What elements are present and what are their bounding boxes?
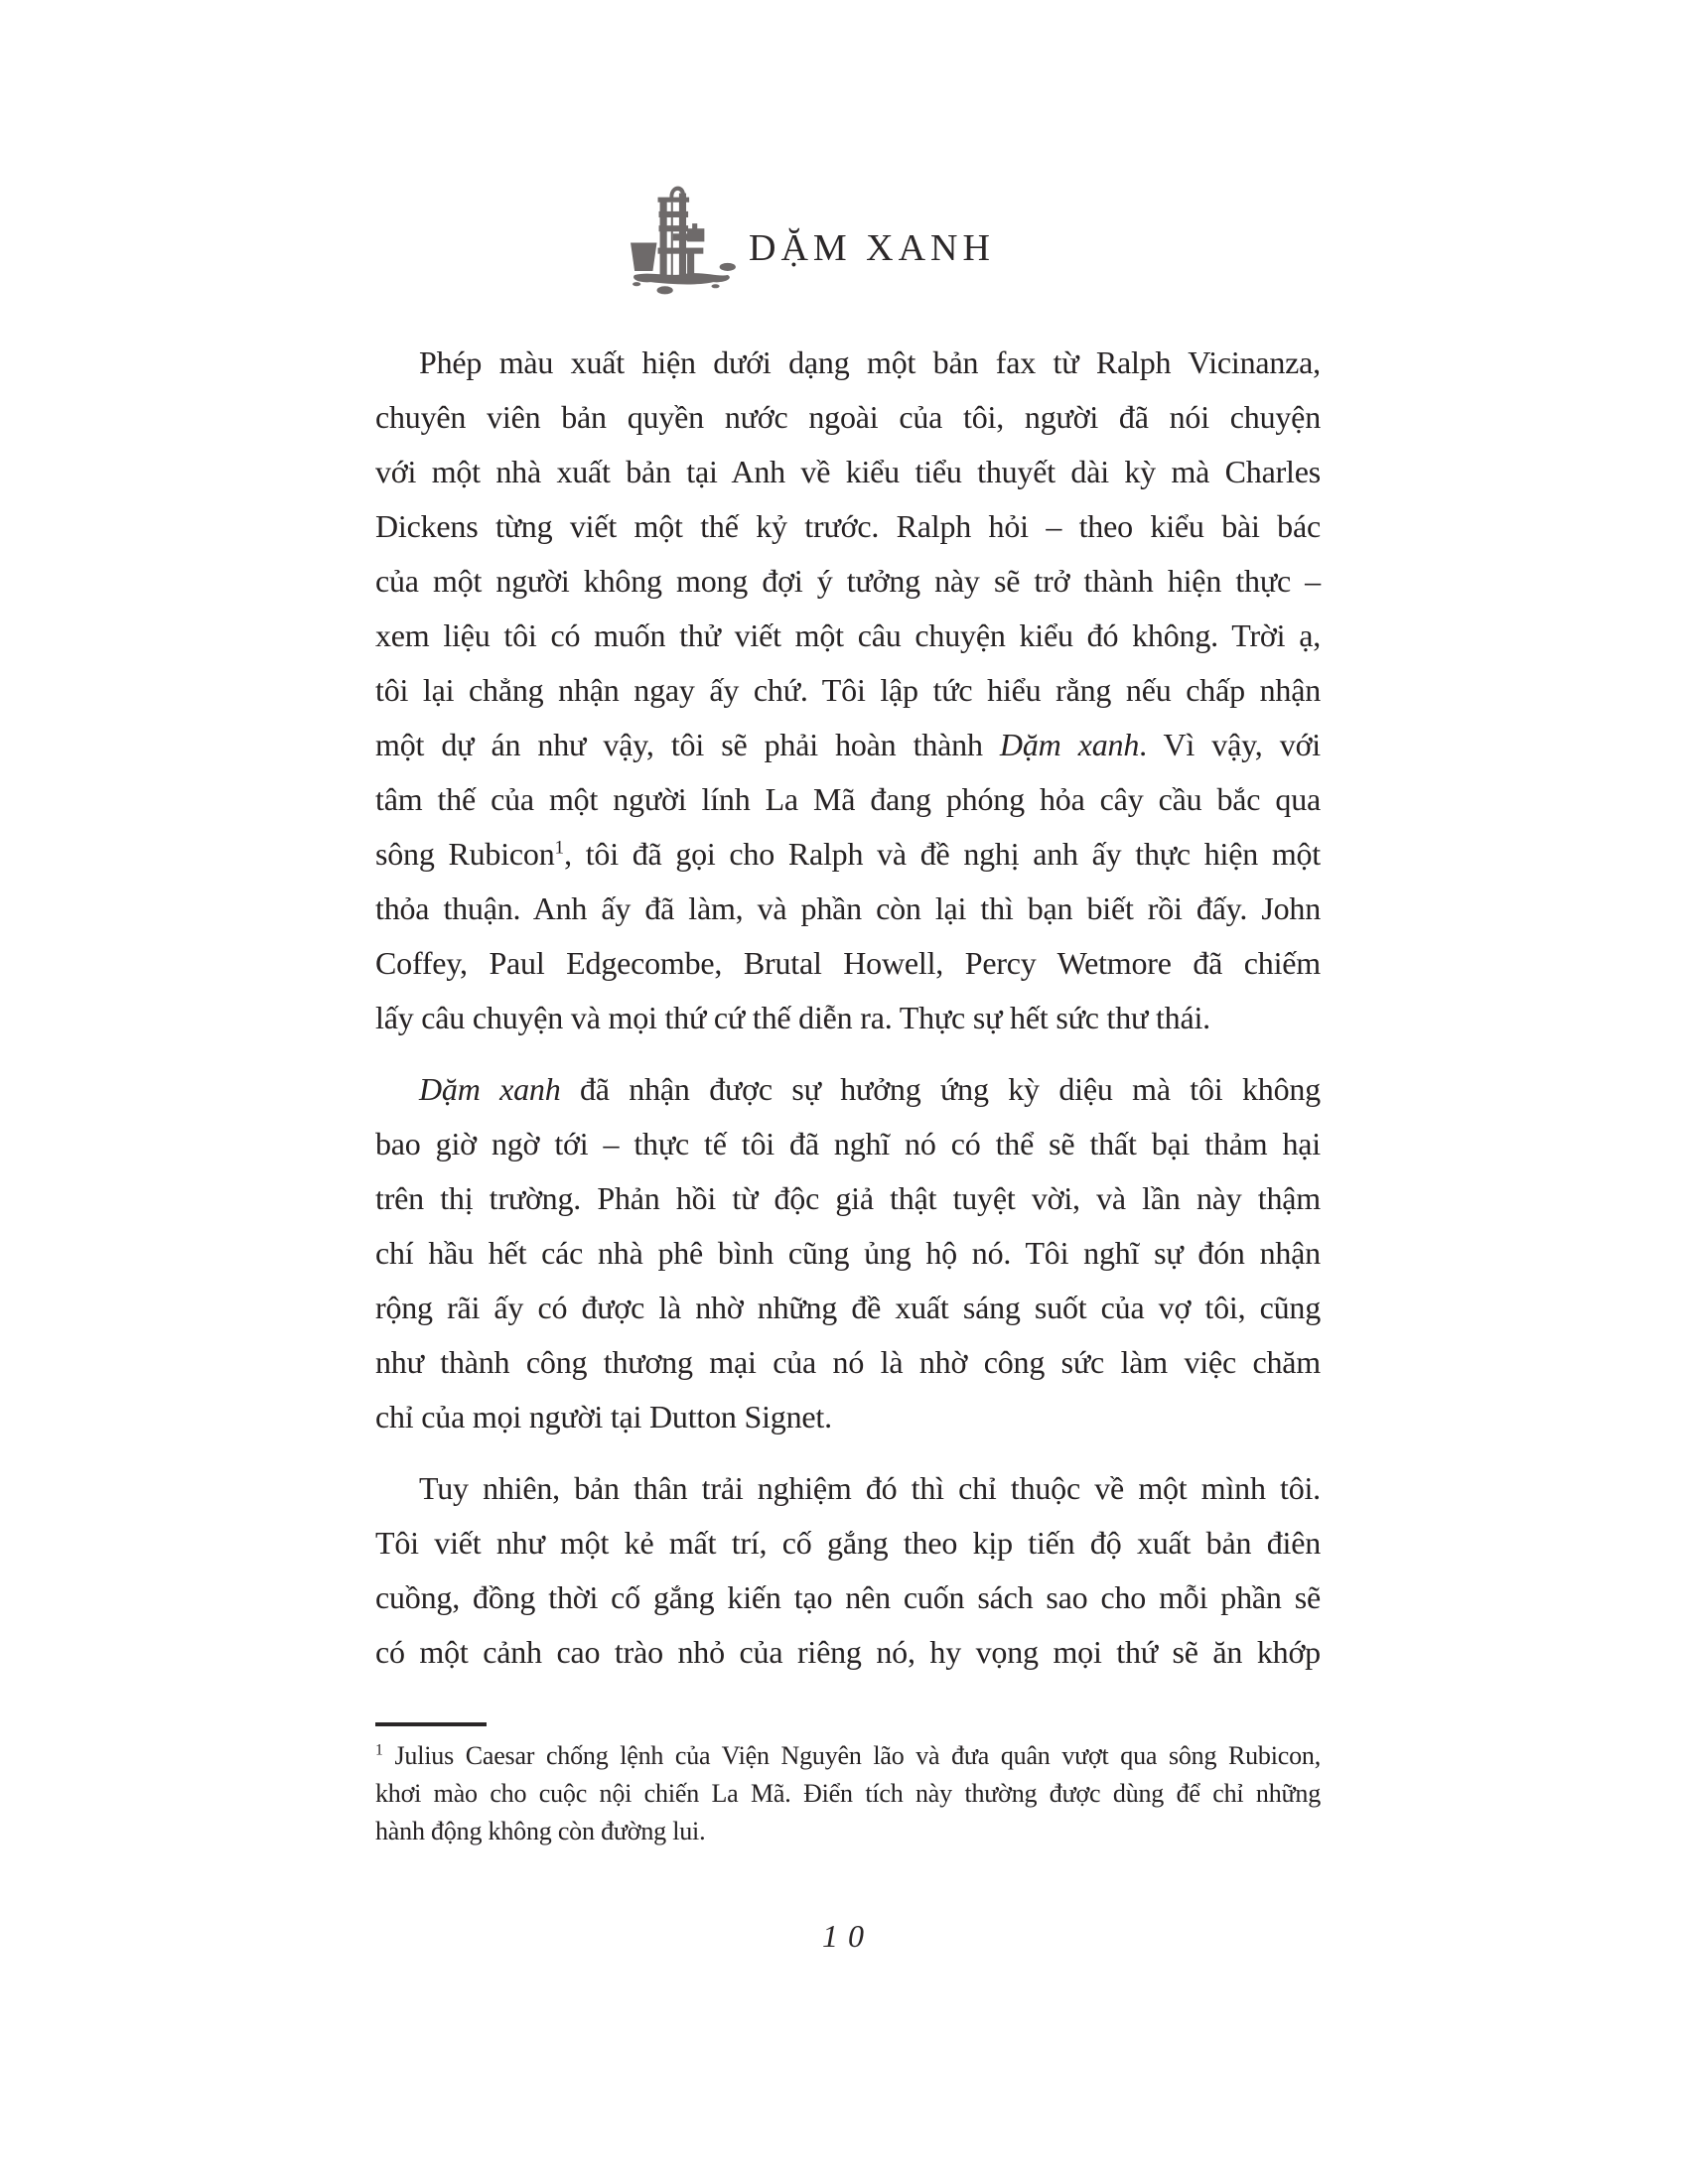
text-line: Dickens từng viết một thế kỷ trước. Ralph hỏi – theo kiểu bài bác [375,508,1321,544]
text-line: chuyên viên bản quyền nước ngoài của tôi, người đã nói chuyện [375,399,1321,435]
text-line: Coffey, Paul Edgecombe, Brutal Howell, Percy Wetmore đã chiếm [375,945,1321,981]
text-line: tâm thế của một người lính La Mã đang phóng hỏa cây cầu bắc qua [375,781,1321,817]
text-line: $^1$ Julius Caesar chống lệnh của Viện Nguyên lão và đưa quân vượt qua sông Rubicon, [375,1741,1321,1770]
text-line: sông Rubicon$^1$, tôi đã gọi cho Ralph và đề nghị anh ấy thực hiện một [375,836,1322,872]
text-line: thỏa thuận. Anh ấy đã làm, và phần còn lại thì bạn biết rồi đấy. John [375,890,1321,926]
footnote [375,1737,1321,1850]
text-line: hành động không còn đường lui. [375,1817,706,1845]
text-line: bao giờ ngờ tới – thực tế tôi đã nghĩ nó có thể sẽ thất bại thảm hại [375,1126,1321,1161]
body-text [375,336,1321,1680]
text-line: cuồng, đồng thời cố gắng kiến tạo nên cuốn sách sao cho mỗi phần sẽ [375,1579,1321,1615]
text-line: của một người không mong đợi ý tưởng này sẽ trở thành hiện thực – [375,563,1321,599]
text-line: Phép màu xuất hiện dưới dạng một bản fax từ Ralph Vicinanza, [419,344,1321,380]
text-line: tôi lại chẳng nhận ngay ấy chứ. Tôi lập tức hiểu rằng nếu chấp nhận [375,672,1321,708]
paragraph [375,1461,1321,1680]
electric-chair-icon [629,185,740,304]
text-line: lấy câu chuyện và mọi thứ cứ thế diễn ra. Thực sự hết sức thư thái. [375,1000,1210,1035]
text-line: như thành công thương mại của nó là nhờ công sức làm việc chăm [375,1344,1321,1380]
text-line: Dặm xanh đã nhận được sự hưởng ứng kỳ diệu mà tôi không [419,1071,1321,1107]
text-line: Tuy nhiên, bản thân trải nghiệm đó thì chỉ thuộc về một mình tôi. [419,1470,1321,1506]
text-line: chỉ của mọi người tại Dutton Signet. [375,1399,832,1434]
chapter-title: DẶM XANH [749,227,995,269]
text-line: một dự án như vậy, tôi sẽ phải hoàn thành Dặm xanh. Vì vậy, với [375,727,1321,762]
text-line: với một nhà xuất bản tại Anh về kiểu tiểu thuyết dài kỳ mà Charles [375,454,1321,489]
text-line: rộng rãi ấy có được là nhờ những đề xuất sáng suốt của vợ tôi, cũng [375,1290,1321,1325]
text-line: trên thị trường. Phản hồi từ độc giả thật tuyệt vời, và lần này thậm [375,1180,1321,1216]
page-number: 10 [822,1918,874,1954]
footnote-rule [375,1722,487,1726]
paragraph [375,1062,1321,1444]
text-line: có một cảnh cao trào nhỏ của riêng nó, hy vọng mọi thứ sẽ ăn khớp [375,1634,1321,1670]
text-line: Tôi viết như một kẻ mất trí, cố gắng theo kịp tiến độ xuất bản điên [375,1525,1321,1561]
text-line: khơi mào cho cuộc nội chiến La Mã. Điển tích này thường được dùng để chỉ những [375,1779,1321,1808]
text-line: xem liệu tôi có muốn thử viết một câu chuyện kiểu đó không. Trời ạ, [375,617,1321,653]
text-line: chí hầu hết các nhà phê bình cũng ủng hộ nó. Tôi nghĩ sự đón nhận [375,1235,1321,1271]
paragraph [375,336,1321,1045]
